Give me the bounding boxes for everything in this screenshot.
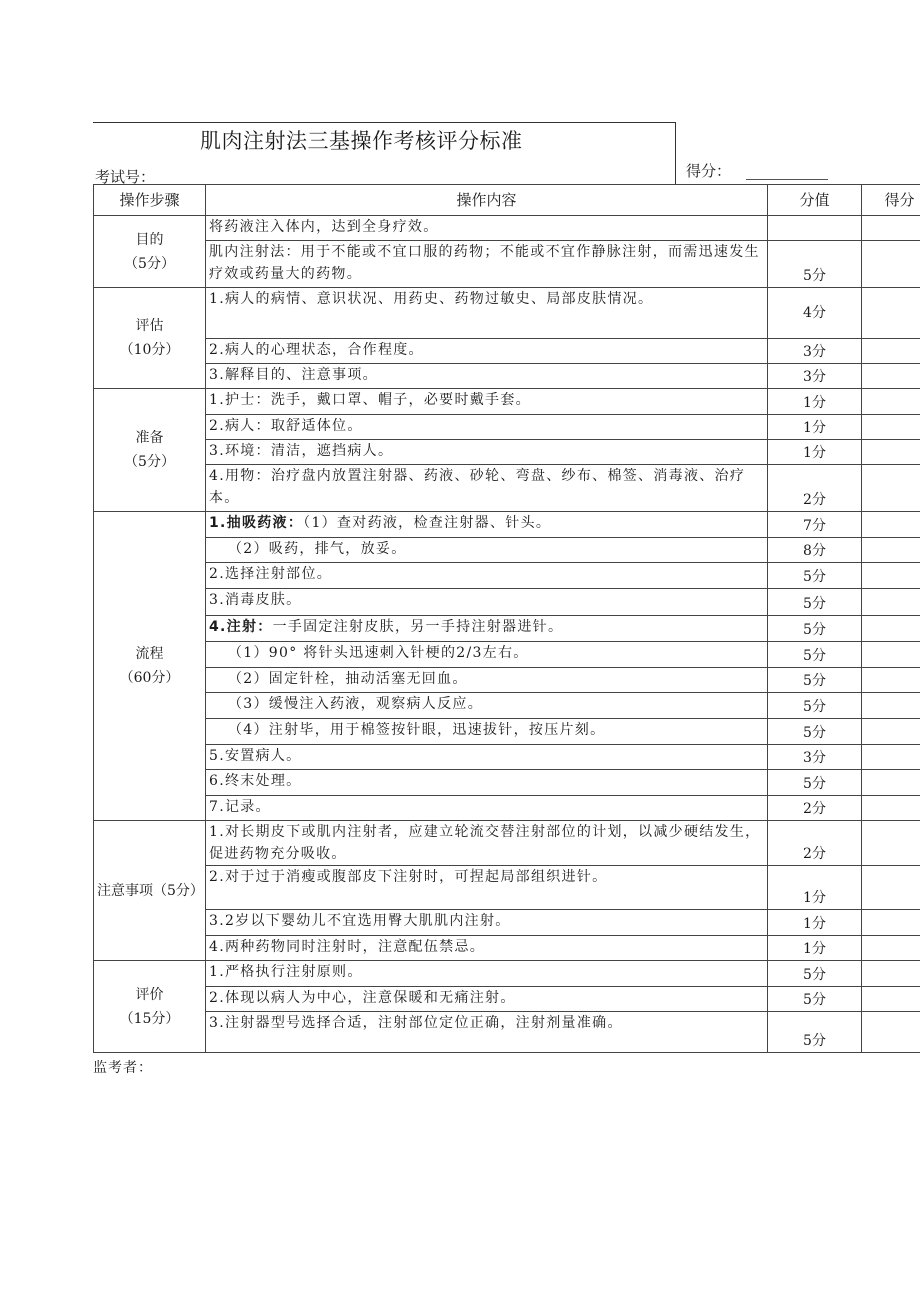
row-value: 1分 [768, 389, 862, 415]
section-assessment [94, 288, 206, 389]
row-value: 7分 [768, 512, 862, 538]
row-content: 3.环境：清洁，遮挡病人。 [206, 440, 768, 465]
table-row [94, 389, 920, 415]
row-content: 5.安置病人。 [206, 745, 768, 770]
score-cell[interactable] [862, 364, 920, 389]
total-score-blank [746, 179, 828, 180]
row-content: 肌内注射法：用于不能或不宜口服的药物；不能或不宜作静脉注射，而需迅速发生疗效或药量大的药物。 [206, 241, 768, 288]
row-value: 1分 [768, 936, 862, 961]
exam-number-label: 考试号： [95, 168, 156, 184]
score-cell[interactable] [862, 936, 920, 961]
row-value: 5分 [768, 668, 862, 693]
row-content: （3）缓慢注入药液，观察病人反应。 [206, 693, 768, 719]
table-row [94, 770, 920, 796]
table-row [94, 616, 920, 642]
score-cell[interactable] [862, 745, 920, 770]
step-lead: 1.抽吸药液： [209, 515, 304, 531]
page-title: 肌肉注射法三基操作考核评分标准 [200, 129, 523, 153]
table-row [94, 589, 920, 616]
score-cell[interactable] [862, 719, 920, 745]
row-value: 4分 [768, 288, 862, 339]
scoring-table [93, 184, 920, 1053]
row-content [206, 512, 768, 538]
section-evaluation [94, 961, 206, 1053]
invigilator-label: 监考者： [93, 1060, 153, 1076]
row-value: 1分 [768, 440, 862, 465]
table-row [94, 961, 920, 987]
row-content: （1）90° 将针头迅速刺入针梗的2/3左右。 [206, 642, 768, 668]
step-lead: 4.注射： [209, 619, 273, 635]
section-name: 注意事项（5分） [97, 882, 204, 899]
row-content: 2.对于过于消瘦或腹部皮下注射时，可捏起局部组织进针。 [206, 866, 768, 910]
section-name: 目的 [135, 231, 164, 248]
row-value: 5分 [768, 616, 862, 642]
table-row [94, 364, 920, 389]
header-value: 分值 [768, 185, 862, 216]
score-cell[interactable] [862, 389, 920, 415]
table-row [94, 339, 920, 364]
row-content: 2.病人的心理状态，合作程度。 [206, 339, 768, 364]
row-value: 3分 [768, 745, 862, 770]
step-text: 一手固定注射皮肤，另一手持注射器进针。 [272, 619, 564, 635]
row-content: （4）注射毕，用于棉签按针眼，迅速拔针，按压片刻。 [206, 719, 768, 745]
table-row [94, 821, 920, 866]
score-cell[interactable] [862, 465, 920, 512]
table-row [94, 415, 920, 440]
table-row [94, 241, 920, 288]
section-score: （10分） [119, 342, 180, 358]
row-value: 5分 [768, 642, 862, 668]
row-content: 4.两种药物同时注射时，注意配伍禁忌。 [206, 936, 768, 961]
row-value: 5分 [768, 241, 862, 288]
score-cell[interactable] [862, 216, 920, 241]
step-text: （1）查对药液，检查注射器、针头。 [303, 515, 552, 531]
score-cell[interactable] [862, 616, 920, 642]
row-value [768, 216, 862, 241]
row-content: 2.选择注射部位。 [206, 563, 768, 589]
row-content: 3.解释目的、注意事项。 [206, 364, 768, 389]
row-value: 3分 [768, 364, 862, 389]
table-row [94, 538, 920, 563]
table-row [94, 563, 920, 589]
header-step: 操作步骤 [94, 185, 206, 216]
score-cell[interactable] [862, 1012, 920, 1053]
row-content: 1.严格执行注射原则。 [206, 961, 768, 987]
score-cell[interactable] [862, 866, 920, 910]
row-content: （2）吸药，排气，放妥。 [206, 538, 768, 563]
row-content: 2.病人：取舒适体位。 [206, 415, 768, 440]
row-content: 1.病人的病情、意识状况、用药史、药物过敏史、局部皮肤情况。 [206, 288, 768, 339]
table-row [94, 936, 920, 961]
score-cell[interactable] [862, 821, 920, 866]
row-value: 2分 [768, 796, 862, 821]
score-cell[interactable] [862, 642, 920, 668]
section-score: （5分） [124, 255, 175, 272]
table-row [94, 1012, 920, 1053]
row-value: 1分 [768, 910, 862, 936]
score-cell[interactable] [862, 440, 920, 465]
row-value: 1分 [768, 866, 862, 910]
table-row [94, 668, 920, 693]
table-row [94, 288, 920, 339]
row-content: 7.记录。 [206, 796, 768, 821]
row-value: 5分 [768, 987, 862, 1012]
score-cell[interactable] [862, 512, 920, 538]
score-cell[interactable] [862, 288, 920, 339]
table-row [94, 719, 920, 745]
table-row [94, 440, 920, 465]
section-name: 流程 [135, 646, 164, 662]
row-value: 1分 [768, 415, 862, 440]
table-row [94, 512, 920, 538]
row-value: 5分 [768, 589, 862, 616]
score-cell[interactable] [862, 339, 920, 364]
score-cell[interactable] [862, 241, 920, 288]
row-value: 2分 [768, 465, 862, 512]
table-row [94, 796, 920, 821]
section-score: （60分） [119, 670, 180, 686]
row-content: 3.2岁以下婴幼儿不宜选用臀大肌肌内注射。 [206, 910, 768, 936]
score-cell[interactable] [862, 415, 920, 440]
row-content: 3.消毒皮肤。 [206, 589, 768, 616]
table-row [94, 465, 920, 512]
row-content: 2.体现以病人为中心，注意保暖和无痛注射。 [206, 987, 768, 1012]
table-header-row [94, 185, 920, 216]
row-value: 3分 [768, 339, 862, 364]
table-row [94, 866, 920, 910]
table-row [94, 745, 920, 770]
section-score: （5分） [124, 454, 175, 470]
section-purpose [94, 216, 206, 288]
row-value: 5分 [768, 1012, 862, 1053]
score-cell[interactable] [862, 961, 920, 987]
total-score-label: 得分： [686, 162, 732, 180]
row-content: 1.护士：洗手，戴口罩、帽子，必要时戴手套。 [206, 389, 768, 415]
score-cell[interactable] [862, 770, 920, 796]
score-cell[interactable] [862, 693, 920, 719]
table-row [94, 987, 920, 1012]
score-cell[interactable] [862, 538, 920, 563]
score-cell[interactable] [862, 563, 920, 589]
row-content: 6.终末处理。 [206, 770, 768, 796]
row-content [206, 616, 768, 642]
table-row [94, 693, 920, 719]
score-cell[interactable] [862, 987, 920, 1012]
section-procedure [94, 512, 206, 821]
header-score: 得分 [862, 185, 920, 216]
section-name: 评估 [135, 318, 164, 334]
score-cell[interactable] [862, 589, 920, 616]
row-value: 5分 [768, 693, 862, 719]
score-cell[interactable] [862, 668, 920, 693]
row-content: （2）固定针栓，抽动活塞无回血。 [206, 668, 768, 693]
section-preparation [94, 389, 206, 512]
row-content: 1.对长期皮下或肌内注射者，应建立轮流交替注射部位的计划，以减少硬结发生，促进药物充分吸收。 [206, 821, 768, 866]
row-value: 2分 [768, 821, 862, 866]
table-row [94, 642, 920, 668]
row-content: 将药液注入体内，达到全身疗效。 [206, 216, 768, 241]
row-value: 5分 [768, 961, 862, 987]
row-content: 3.注射器型号选择合适，注射部位定位正确，注射剂量准确。 [206, 1012, 768, 1053]
score-cell[interactable] [862, 910, 920, 936]
header-content: 操作内容 [206, 185, 768, 216]
section-name: 准备 [135, 430, 164, 446]
score-cell[interactable] [862, 796, 920, 821]
row-value: 5分 [768, 719, 862, 745]
row-content: 4.用物：治疗盘内放置注射器、药液、砂轮、弯盘、纱布、棉签、消毒液、治疗本。 [206, 465, 768, 512]
table-row [94, 910, 920, 936]
table-row [94, 216, 920, 241]
section-name: 评价 [135, 986, 164, 1003]
row-value: 8分 [768, 538, 862, 563]
row-value: 5分 [768, 770, 862, 796]
row-value: 5分 [768, 563, 862, 589]
section-precautions [94, 821, 206, 961]
section-score: （15分） [119, 1010, 180, 1027]
